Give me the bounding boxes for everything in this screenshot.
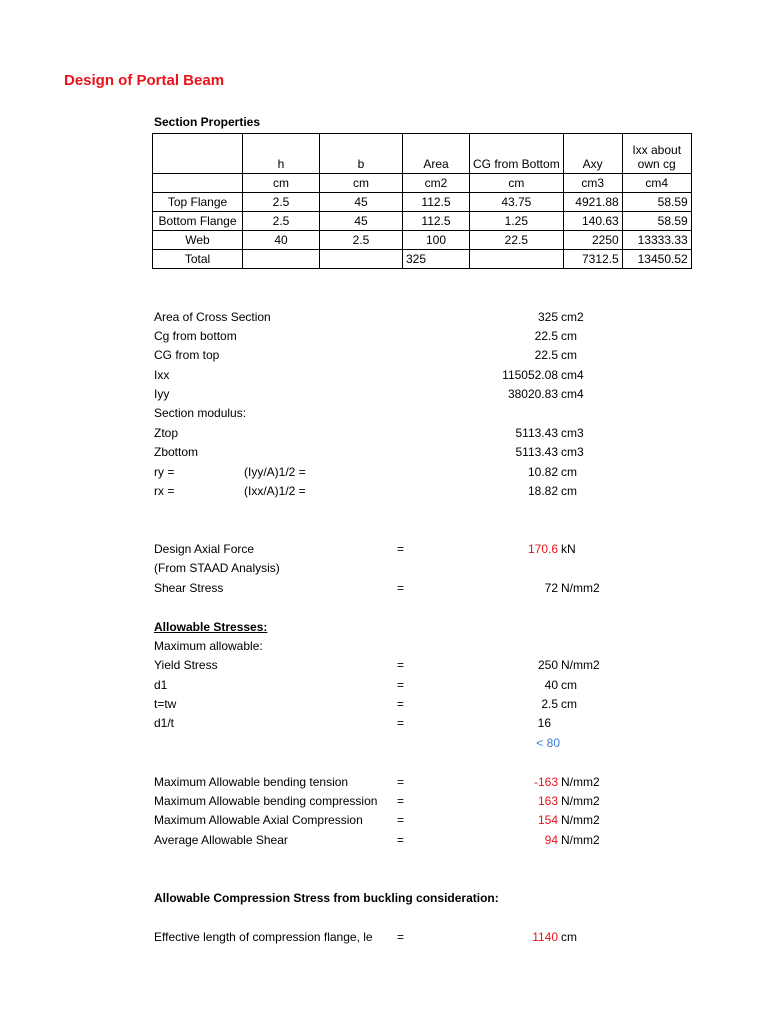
- table-cell: Bottom Flange: [153, 212, 243, 231]
- allowable-value: 16: [537, 716, 551, 730]
- prop-label: Section modulus:: [154, 406, 247, 420]
- staad-note: (From STAAD Analysis): [154, 561, 280, 575]
- axial-force-label: Design Axial Force: [154, 542, 255, 556]
- prop-row: [0, 308, 768, 326]
- table-header-row: [153, 134, 692, 174]
- prop-label: ry =: [154, 465, 175, 479]
- prop-value: 22.5: [534, 329, 558, 343]
- table-unit-cell: cm4: [622, 174, 691, 193]
- shear-stress-value: 72: [544, 581, 558, 595]
- effective-length-unit: cm: [561, 930, 577, 944]
- prop-label: Iyy: [154, 387, 170, 401]
- max-stress-label: Maximum Allowable bending tension: [154, 775, 349, 789]
- max-stress-row: [0, 811, 768, 829]
- allowable-value: 40: [544, 678, 558, 692]
- table-total-row: [153, 250, 692, 269]
- table-cell: 45: [320, 193, 403, 212]
- table-row: [153, 231, 692, 250]
- table-header-cell: CG from Bottom: [470, 134, 564, 174]
- prop-unit: cm: [561, 465, 577, 479]
- buckling-heading: Allowable Compression Stress from buckling consideration:: [154, 891, 499, 905]
- allowable-label: d1/t: [154, 716, 175, 730]
- max-stress-row: [0, 792, 768, 810]
- prop-value: 38020.83: [507, 387, 558, 401]
- equals-sign: =: [397, 658, 405, 672]
- max-stress-label: Maximum Allowable Axial Compression: [154, 813, 363, 827]
- table-cell: 7312.5: [563, 250, 622, 269]
- table-cell: 1.25: [470, 212, 564, 231]
- allowable-heading-row: [0, 618, 768, 636]
- table-unit-cell: cm: [320, 174, 403, 193]
- table-cell: 325: [403, 250, 470, 269]
- allowable-unit: cm: [561, 697, 577, 711]
- table-header-cell: [153, 134, 243, 174]
- allowable-heading: Allowable Stresses:: [154, 620, 268, 634]
- equals-sign: =: [397, 930, 405, 944]
- table-cell: [243, 250, 320, 269]
- max-stress-value: 94: [544, 833, 558, 847]
- axial-force-value: 170.6: [527, 542, 558, 556]
- prop-unit: cm: [561, 348, 577, 362]
- table-unit-cell: cm3: [563, 174, 622, 193]
- allowable-row: [0, 676, 768, 694]
- table-header-cell: b: [320, 134, 403, 174]
- table-cell: 2.5: [243, 193, 320, 212]
- staad-note-row: [0, 559, 768, 577]
- allowable-row: [0, 714, 768, 732]
- equals-sign: =: [397, 813, 405, 827]
- table-cell: 13333.33: [622, 231, 691, 250]
- max-stress-value: 154: [537, 813, 558, 827]
- section-properties-label: Section Properties: [154, 115, 261, 129]
- allowable-row: [0, 695, 768, 713]
- table-cell: [470, 250, 564, 269]
- shear-stress-unit: N/mm2: [561, 581, 600, 595]
- table-header-cell: h: [243, 134, 320, 174]
- table-unit-cell: cm: [243, 174, 320, 193]
- prop-unit: cm3: [561, 426, 584, 440]
- prop-row: [0, 424, 768, 442]
- prop-value: 325: [537, 310, 558, 324]
- prop-row: [0, 385, 768, 403]
- page-title: Design of Portal Beam: [64, 72, 225, 89]
- prop-row: [0, 346, 768, 364]
- prop-label: rx =: [154, 484, 175, 498]
- equals-sign: =: [397, 581, 405, 595]
- table-cell: 112.5: [403, 193, 470, 212]
- table-row: [153, 212, 692, 231]
- prop-row: [0, 366, 768, 384]
- effective-length-value: 1140: [532, 930, 558, 944]
- prop-value: 5113.43: [515, 426, 558, 440]
- equals-sign: =: [397, 775, 405, 789]
- table-cell: Top Flange: [153, 193, 243, 212]
- max-stress-row: [0, 773, 768, 791]
- allowable-value: 250: [537, 658, 558, 672]
- prop-unit: cm4: [561, 368, 584, 382]
- table-unit-cell: [153, 174, 243, 193]
- table-cell: 40: [243, 231, 320, 250]
- max-stress-label: Maximum Allowable bending compression: [154, 794, 378, 808]
- table-cell: 13450.52: [622, 250, 691, 269]
- slenderness-check: < 80: [536, 736, 560, 750]
- table-header-cell: Axy: [563, 134, 622, 174]
- table-row: [153, 193, 692, 212]
- prop-row: [0, 463, 768, 481]
- max-allowable-row: [0, 637, 768, 655]
- effective-length-row: [0, 928, 768, 946]
- equals-sign: =: [397, 678, 405, 692]
- max-stress-value: 163: [537, 794, 558, 808]
- section-properties-table: [152, 133, 692, 269]
- max-allowable-label: Maximum allowable:: [154, 639, 263, 653]
- shear-stress-label: Shear Stress: [154, 581, 224, 595]
- axial-force-row: [0, 540, 768, 558]
- table-header-cell: Area: [403, 134, 470, 174]
- slenderness-check-row: [0, 734, 768, 752]
- equals-sign: =: [397, 833, 405, 847]
- allowable-value: 2.5: [541, 697, 558, 711]
- prop-label: Cg from bottom: [154, 329, 237, 343]
- shear-stress-row: [0, 579, 768, 597]
- table-cell: 2250: [563, 231, 622, 250]
- table-header-cell: Ixx about own cg: [622, 134, 691, 174]
- prop-value: 22.5: [534, 348, 558, 362]
- prop-row: [0, 482, 768, 500]
- prop-formula: (Iyy/A)1/2 =: [244, 465, 306, 479]
- prop-row: [0, 327, 768, 345]
- table-unit-cell: cm: [470, 174, 564, 193]
- axial-force-unit: kN: [561, 542, 576, 556]
- prop-unit: cm: [561, 329, 577, 343]
- equals-sign: =: [397, 794, 405, 808]
- table-unit-cell: cm2: [403, 174, 470, 193]
- equals-sign: =: [397, 716, 405, 730]
- prop-label: Zbottom: [154, 445, 199, 459]
- table-cell: 2.5: [320, 231, 403, 250]
- max-stress-label: Average Allowable Shear: [154, 833, 288, 847]
- prop-label: Ixx: [154, 368, 170, 382]
- prop-unit: cm4: [561, 387, 584, 401]
- prop-value: 115052.08: [502, 368, 558, 382]
- prop-label: Ztop: [154, 426, 179, 440]
- table-cell: 112.5: [403, 212, 470, 231]
- prop-row: [0, 404, 768, 422]
- table-cell: 140.63: [563, 212, 622, 231]
- prop-unit: cm2: [561, 310, 584, 324]
- table-cell: 4921.88: [563, 193, 622, 212]
- max-stress-unit: N/mm2: [561, 775, 600, 789]
- table-cell: 22.5: [470, 231, 564, 250]
- allowable-row: [0, 656, 768, 674]
- table-cell: 100: [403, 231, 470, 250]
- prop-unit: cm: [561, 484, 577, 498]
- buckling-heading-row: [0, 889, 768, 907]
- allowable-label: Yield Stress: [154, 658, 218, 672]
- prop-label: CG from top: [154, 348, 220, 362]
- table-cell: 58.59: [622, 193, 691, 212]
- max-stress-unit: N/mm2: [561, 813, 600, 827]
- allowable-label: t=tw: [154, 697, 177, 711]
- table-cell: 58.59: [622, 212, 691, 231]
- equals-sign: =: [397, 542, 405, 556]
- allowable-label: d1: [154, 678, 168, 692]
- prop-label: Area of Cross Section: [154, 310, 271, 324]
- allowable-unit: cm: [561, 678, 577, 692]
- equals-sign: =: [397, 697, 405, 711]
- prop-value: 10.82: [527, 465, 558, 479]
- max-stress-value: -163: [533, 775, 558, 789]
- max-stress-row: [0, 831, 768, 849]
- prop-value: 5113.43: [515, 445, 558, 459]
- prop-row: [0, 443, 768, 461]
- max-stress-unit: N/mm2: [561, 794, 600, 808]
- prop-unit: cm3: [561, 445, 584, 459]
- table-cell: 2.5: [243, 212, 320, 231]
- table-cell: 43.75: [470, 193, 564, 212]
- table-cell: Web: [153, 231, 243, 250]
- allowable-unit: N/mm2: [561, 658, 600, 672]
- prop-value: 18.82: [527, 484, 558, 498]
- prop-formula: (Ixx/A)1/2 =: [244, 484, 306, 498]
- table-units-row: [153, 174, 692, 193]
- max-stress-unit: N/mm2: [561, 833, 600, 847]
- table-cell: Total: [153, 250, 243, 269]
- effective-length-label: Effective length of compression flange, le: [154, 930, 373, 944]
- table-cell: [320, 250, 403, 269]
- table-cell: 45: [320, 212, 403, 231]
